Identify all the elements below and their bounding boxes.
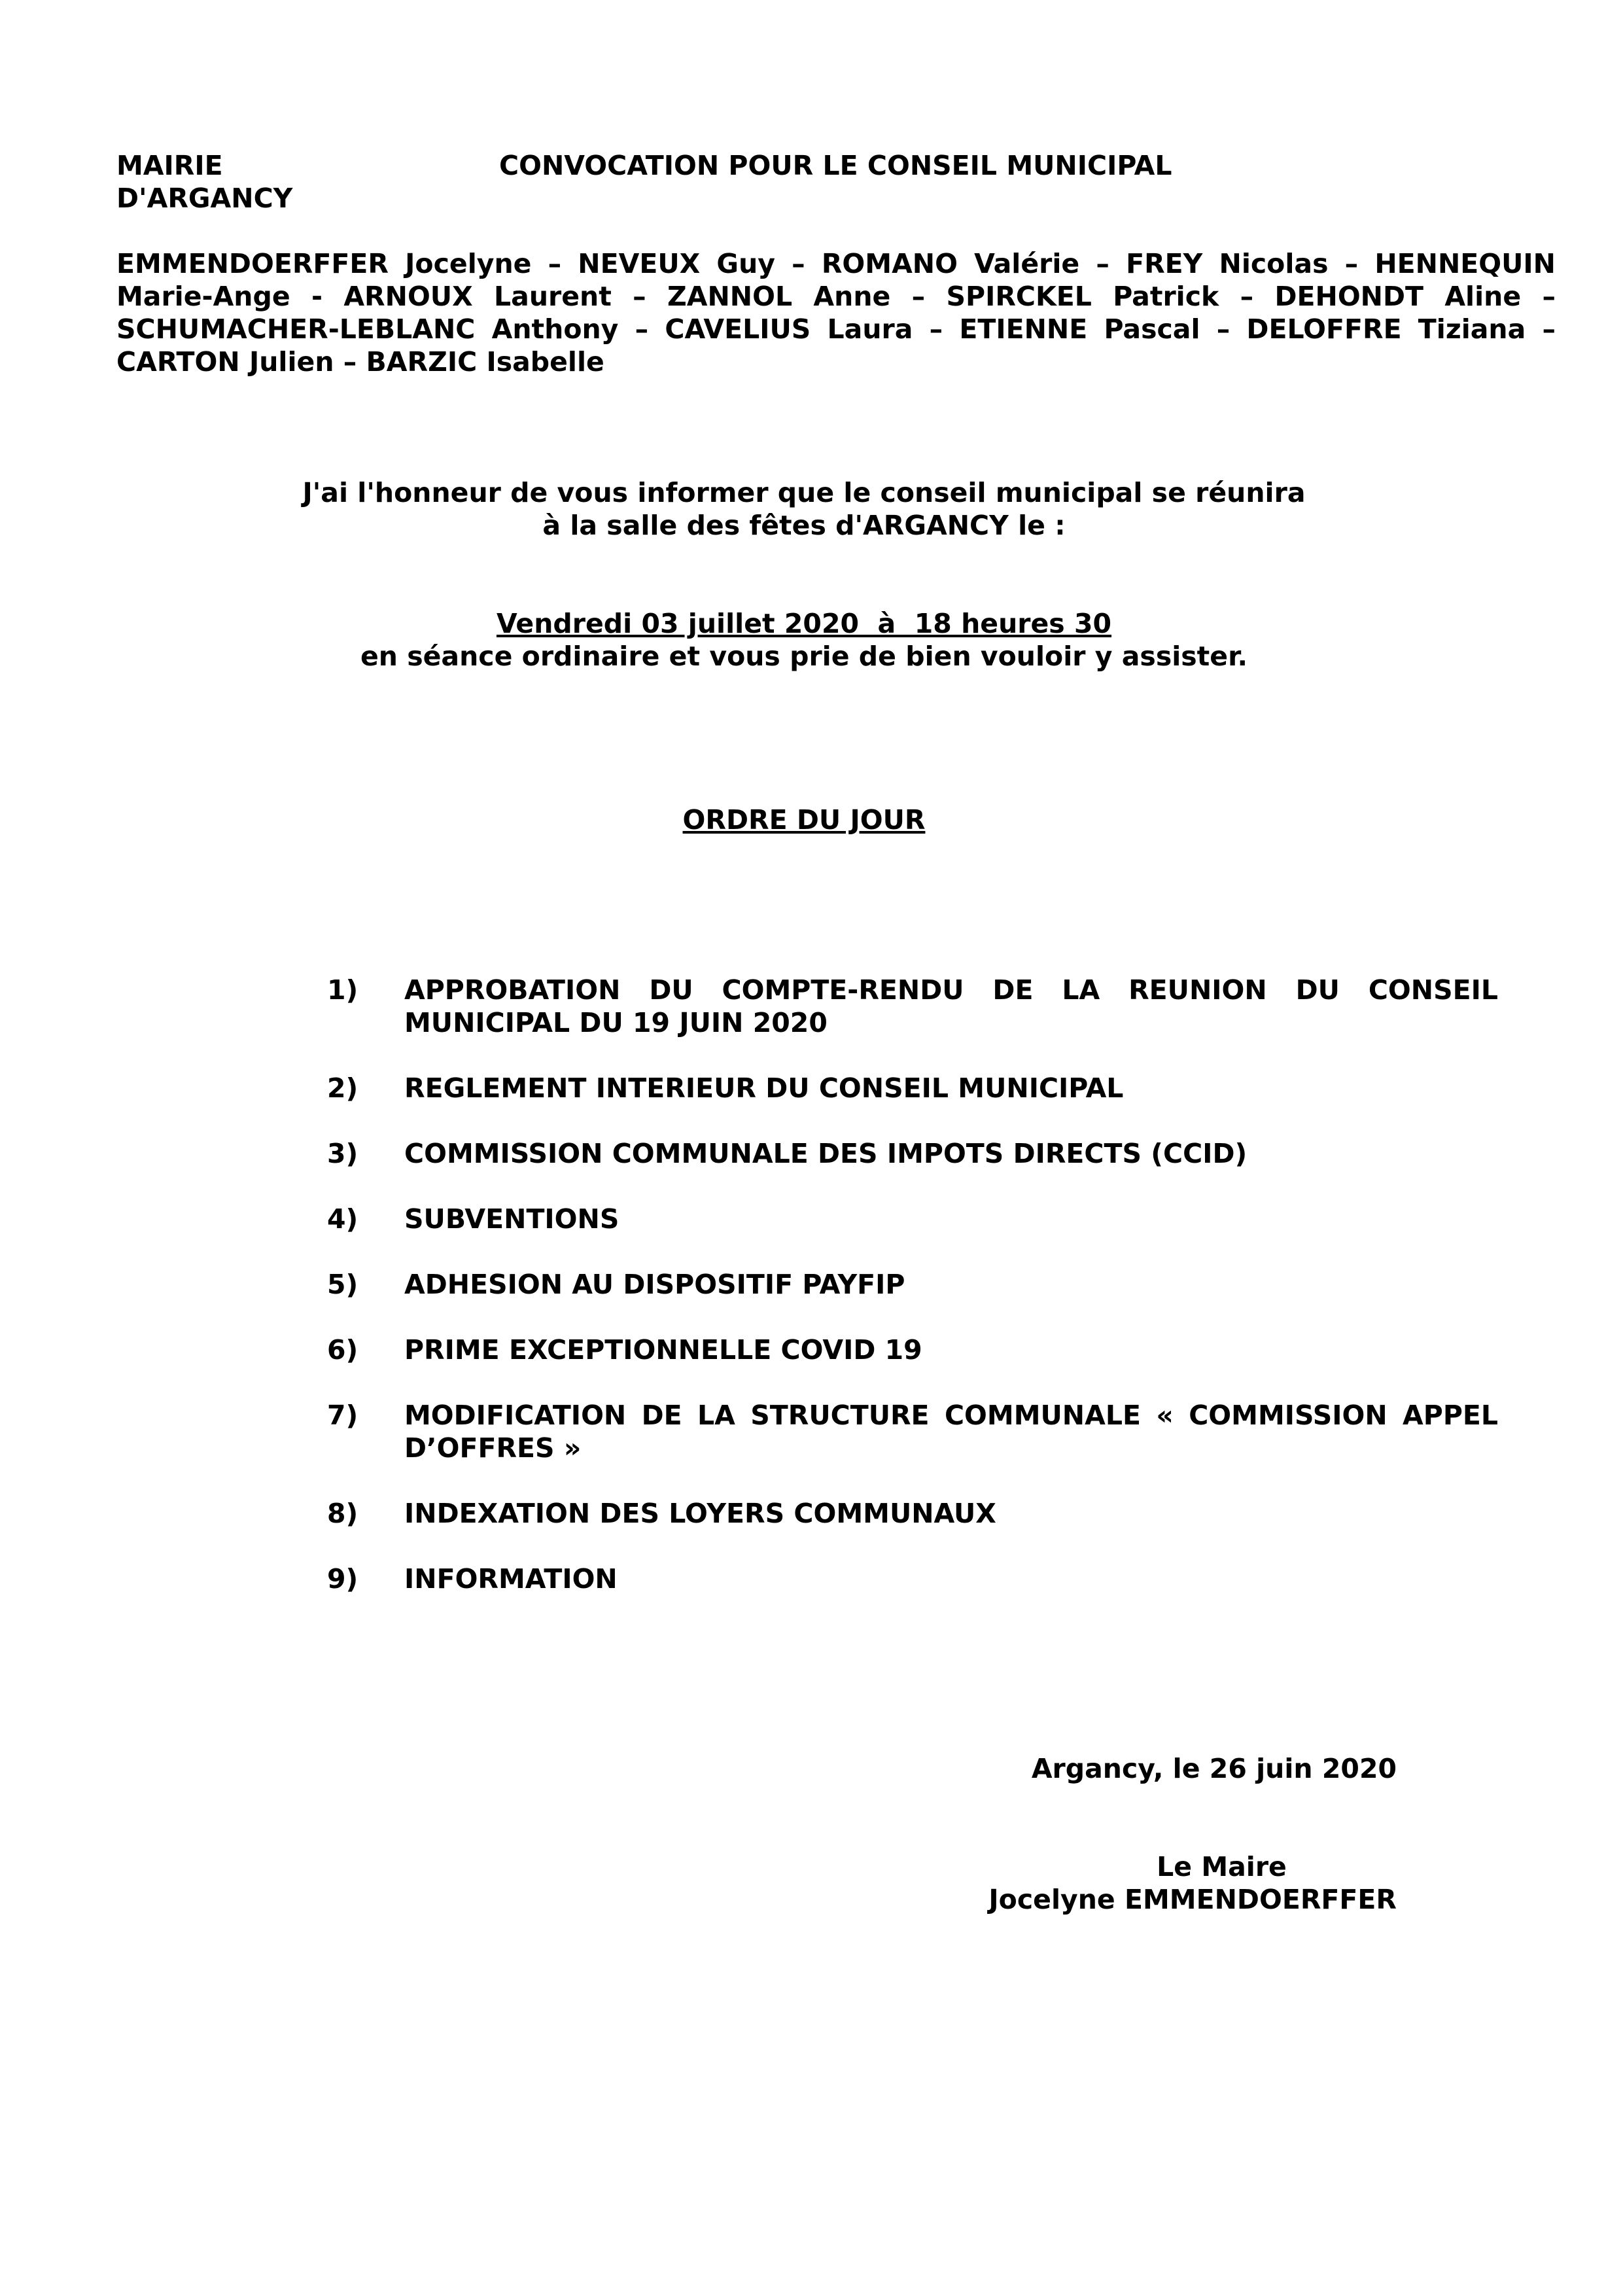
agenda-item bbox=[327, 1333, 1498, 1366]
agenda-item-text: MODIFICATION DE LA STRUCTURE COMMUNALE « COMMISSION APPEL D’OFFRES » bbox=[404, 1400, 1498, 1464]
agenda-item-number: 8) bbox=[327, 1498, 358, 1529]
issuer-line-1: MAIRIE bbox=[116, 150, 223, 181]
agenda-item-text: PRIME EXCEPTIONNELLE COVID 19 bbox=[404, 1334, 922, 1366]
intro-paragraph bbox=[0, 476, 1608, 542]
agenda-item bbox=[327, 1399, 1498, 1464]
agenda-item bbox=[327, 1497, 1498, 1530]
agenda-item-number: 9) bbox=[327, 1563, 358, 1595]
agenda-item-text: ADHESION AU DISPOSITIF PAYFIP bbox=[404, 1269, 905, 1300]
agenda-list bbox=[327, 974, 1498, 1595]
agenda-item-number: 2) bbox=[327, 1072, 358, 1104]
agenda-item-number: 7) bbox=[327, 1400, 358, 1431]
meeting-note: en séance ordinaire et vous prie de bien vouloir y assister. bbox=[360, 641, 1248, 672]
document-title: CONVOCATION POUR LE CONSEIL MUNICIPAL bbox=[499, 150, 1172, 181]
agenda-item-text: INDEXATION DES LOYERS COMMUNAUX bbox=[404, 1498, 996, 1529]
recipients-line-4: CARTON Julien – BARZIC Isabelle bbox=[116, 346, 604, 378]
agenda-item bbox=[327, 974, 1498, 1039]
issuer-block bbox=[116, 149, 391, 215]
signature-role: Le Maire bbox=[1157, 1851, 1287, 1882]
agenda-item bbox=[327, 1203, 1498, 1235]
recipients-line-1: EMMENDOERFFER Jocelyne – NEVEUX Guy – ROMANO Valérie – FREY Nicolas – HENNEQUIN bbox=[116, 248, 1556, 279]
agenda-item-text: SUBVENTIONS bbox=[404, 1203, 620, 1235]
agenda-item-text: COMMISSION COMMUNALE DES IMPOTS DIRECTS (CCID) bbox=[404, 1138, 1248, 1169]
agenda-item-number: 5) bbox=[327, 1269, 358, 1300]
recipients-line-3: SCHUMACHER-LEBLANC Anthony – CAVELIUS Laura – ETIENNE Pascal – DELOFFRE Tiziana – bbox=[116, 313, 1556, 345]
agenda-title bbox=[0, 804, 1608, 836]
agenda-item-number: 6) bbox=[327, 1334, 358, 1366]
agenda-item bbox=[327, 1137, 1498, 1170]
signature-name: Jocelyne EMMENDOERFFER bbox=[988, 1884, 1397, 1915]
agenda-title-text: ORDRE DU JOUR bbox=[682, 804, 926, 836]
recipients-line-2: Marie-Ange - ARNOUX Laurent – ZANNOL Anne – SPIRCKEL Patrick – DEHONDT Aline – bbox=[116, 281, 1556, 312]
intro-line-1: J'ai l'honneur de vous informer que le conseil municipal se réunira bbox=[302, 477, 1306, 508]
agenda-item-text: INFORMATION bbox=[404, 1563, 618, 1595]
intro-line-2: à la salle des fêtes d'ARGANCY le : bbox=[542, 510, 1066, 541]
agenda-item bbox=[327, 1268, 1498, 1301]
issuer-line-2: D'ARGANCY bbox=[116, 183, 293, 214]
agenda-item bbox=[327, 1563, 1498, 1595]
agenda-item bbox=[327, 1072, 1498, 1104]
agenda-item-number: 1) bbox=[327, 974, 358, 1006]
signature-place-date: Argancy, le 26 juin 2020 bbox=[1031, 1753, 1397, 1784]
agenda-item-number: 4) bbox=[327, 1203, 358, 1235]
agenda-item-text: REGLEMENT INTERIEUR DU CONSEIL MUNICIPAL bbox=[404, 1072, 1124, 1104]
recipients-list bbox=[116, 247, 1556, 378]
agenda-item-text: APPROBATION DU COMPTE-RENDU DE LA REUNION DU CONSEIL MUNICIPAL DU 19 JUIN 2020 bbox=[404, 974, 1498, 1038]
meeting-datetime: Vendredi 03 juillet 2020 à 18 heures 30 bbox=[496, 608, 1112, 639]
meeting-details bbox=[0, 607, 1608, 673]
agenda-item-number: 3) bbox=[327, 1138, 358, 1169]
